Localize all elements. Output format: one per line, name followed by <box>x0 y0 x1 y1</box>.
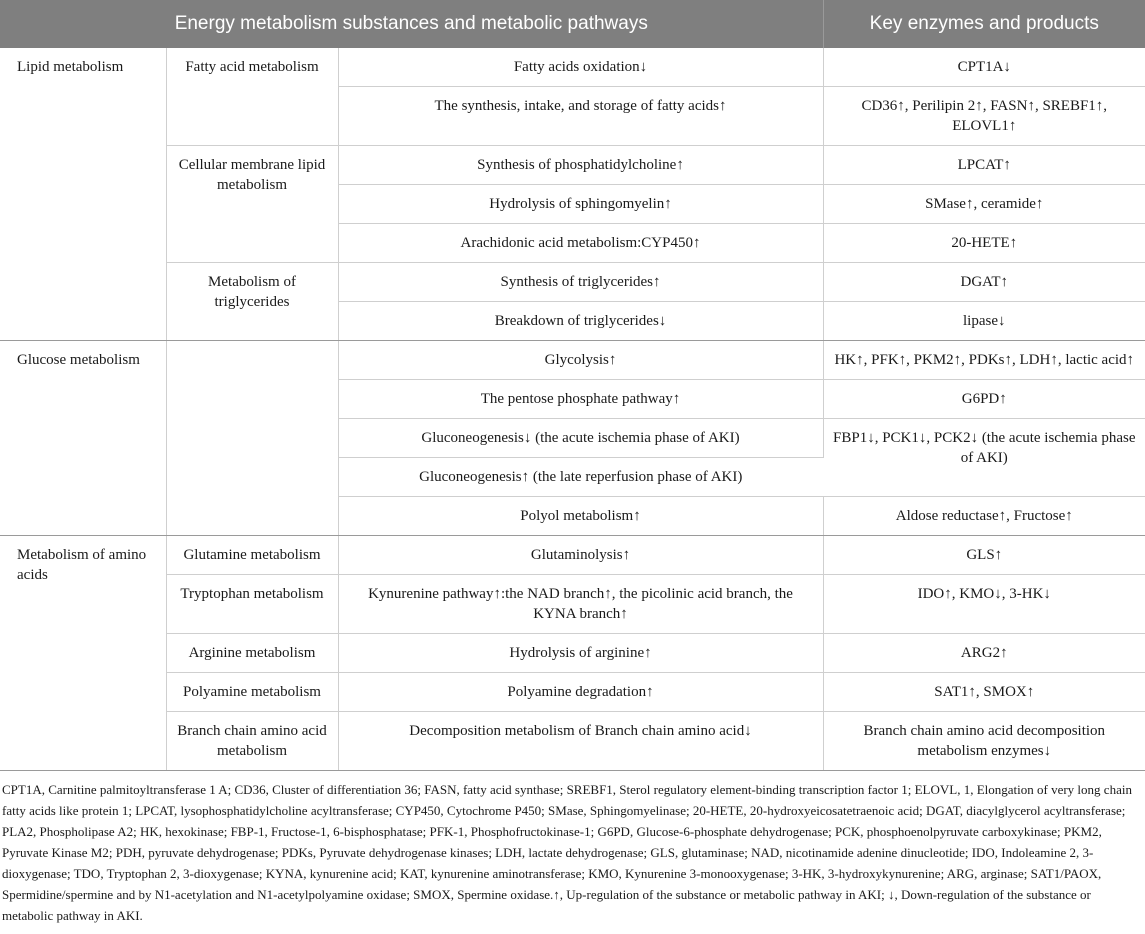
enzymes-cell: Branch chain amino acid decomposition metabolism enzymes↓ <box>823 712 1145 771</box>
category-cell: Lipid metabolism <box>0 48 166 341</box>
enzymes-cell: SMase↑, ceramide↑ <box>823 185 1145 224</box>
table-row <box>0 673 1145 712</box>
table-row <box>0 48 1145 87</box>
table-row <box>0 341 1145 380</box>
header-substances: Energy metabolism substances and metabolic pathways <box>0 0 823 48</box>
header-enzymes: Key enzymes and products <box>823 0 1145 48</box>
pathway-cell: Glycolysis↑ <box>338 341 823 380</box>
table-row <box>0 712 1145 771</box>
category-cell: Metabolism of amino acids <box>0 536 166 771</box>
pathway-cell: Arachidonic acid metabolism:CYP450↑ <box>338 224 823 263</box>
subcategory-cell: Branch chain amino acid metabolism <box>166 712 338 771</box>
enzymes-cell: FBP1↓, PCK1↓, PCK2↓ (the acute ischemia phase of AKI) <box>823 419 1145 497</box>
subcategory-cell: Cellular membrane lipid metabolism <box>166 146 338 263</box>
subcategory-cell: Metabolism of triglycerides <box>166 263 338 341</box>
enzymes-cell: CPT1A↓ <box>823 48 1145 87</box>
subcategory-cell: Glutamine metabolism <box>166 536 338 575</box>
pathway-cell: Hydrolysis of sphingomyelin↑ <box>338 185 823 224</box>
enzymes-cell: G6PD↑ <box>823 380 1145 419</box>
enzymes-cell: SAT1↑, SMOX↑ <box>823 673 1145 712</box>
enzymes-cell: Aldose reductase↑, Fructose↑ <box>823 497 1145 536</box>
pathway-cell: Glutaminolysis↑ <box>338 536 823 575</box>
pathway-cell: Synthesis of triglycerides↑ <box>338 263 823 302</box>
enzymes-cell: IDO↑, KMO↓, 3-HK↓ <box>823 575 1145 634</box>
pathway-cell: Breakdown of triglycerides↓ <box>338 302 823 341</box>
category-cell: Glucose metabolism <box>0 341 166 536</box>
enzymes-cell: LPCAT↑ <box>823 146 1145 185</box>
pathway-cell: The pentose phosphate pathway↑ <box>338 380 823 419</box>
pathway-cell: Synthesis of phosphatidylcholine↑ <box>338 146 823 185</box>
pathway-cell: Polyamine degradation↑ <box>338 673 823 712</box>
enzymes-cell: lipase↓ <box>823 302 1145 341</box>
enzymes-cell: HK↑, PFK↑, PKM2↑, PDKs↑, LDH↑, lactic acid↑ <box>823 341 1145 380</box>
subcategory-cell-empty <box>166 341 338 536</box>
table-footnote: CPT1A, Carnitine palmitoyltransferase 1 A; CD36, Cluster of differentiation 36; FASN, fatty acid synthase; SREBF1, Sterol regulatory element-binding transcription factor 1; ELOVL, 1, Elongation of very long chain fatty acids like protein 1; LPCAT, lysophosphatidylcholine acyltransferase; CYP450, Cytochrome P450; SMase, Sphingomyelinase; 20-HETE, 20-hydroxyeicosatetraenoic acid; DGAT, diacylglycerol acyltransferase; PLA2, Phospholipase A2; HK, hexokinase; FBP-1, Fructose-1, 6-bisphosphatase; PFK-1, Phosphofructokinase-1; G6PD, Glucose-6-phosphate dehydrogenase; PCK, phosphoenolpyruvate carboxykinase; PKM2, Pyruvate Kinase M2; PDH, pyruvate dehydrogenase; PDKs, Pyruvate dehydrogenase kinases; LDH, lactate dehydrogenase; GLS, glutaminase; NAD, nicotinamide adenine dinucleotide; IDO, Indoleamine 2, 3-dioxygenase; TDO, Tryptophan 2, 3-dioxygenase; KYNA, kynurenine acid; KAT, kynurenine aminotransferase; KMO, Kynurenine 3-monooxygenase; 3-HK, 3-hydroxykynurenine; ARG, arginase; SAT1/PAOX, Spermidine/spermine and by N1-acetylation and N1-acetylpolyamine oxidase; SMOX, Spermine oxidase.↑, Up-regulation of the substance or metabolic pathway in AKI; ↓, Down-regulation of the substance or metabolic pathway in AKI. <box>2 782 1132 923</box>
subcategory-cell: Tryptophan metabolism <box>166 575 338 634</box>
subcategory-cell: Arginine metabolism <box>166 634 338 673</box>
subcategory-cell: Polyamine metabolism <box>166 673 338 712</box>
pathway-cell: Fatty acids oxidation↓ <box>338 48 823 87</box>
enzymes-cell: DGAT↑ <box>823 263 1145 302</box>
table-row <box>0 536 1145 575</box>
pathway-cell: Hydrolysis of arginine↑ <box>338 634 823 673</box>
table-header-row <box>0 0 1145 48</box>
pathway-cell: Kynurenine pathway↑:the NAD branch↑, the picolinic acid branch, the KYNA branch↑ <box>338 575 823 634</box>
table-row <box>0 146 1145 185</box>
table-row <box>0 634 1145 673</box>
pathway-cell: Gluconeogenesis↑ (the late reperfusion phase of AKI) <box>338 458 823 497</box>
table-row <box>0 263 1145 302</box>
subcategory-cell: Fatty acid metabolism <box>166 48 338 146</box>
pathway-cell: The synthesis, intake, and storage of fatty acids↑ <box>338 87 823 146</box>
pathway-cell: Gluconeogenesis↓ (the acute ischemia phase of AKI) <box>338 419 823 458</box>
table-row <box>0 575 1145 634</box>
enzymes-cell: CD36↑, Perilipin 2↑, FASN↑, SREBF1↑, ELOVL1↑ <box>823 87 1145 146</box>
enzymes-cell: ARG2↑ <box>823 634 1145 673</box>
pathway-cell: Polyol metabolism↑ <box>338 497 823 536</box>
enzymes-cell: GLS↑ <box>823 536 1145 575</box>
enzymes-cell: 20-HETE↑ <box>823 224 1145 263</box>
pathway-cell: Decomposition metabolism of Branch chain amino acid↓ <box>338 712 823 771</box>
